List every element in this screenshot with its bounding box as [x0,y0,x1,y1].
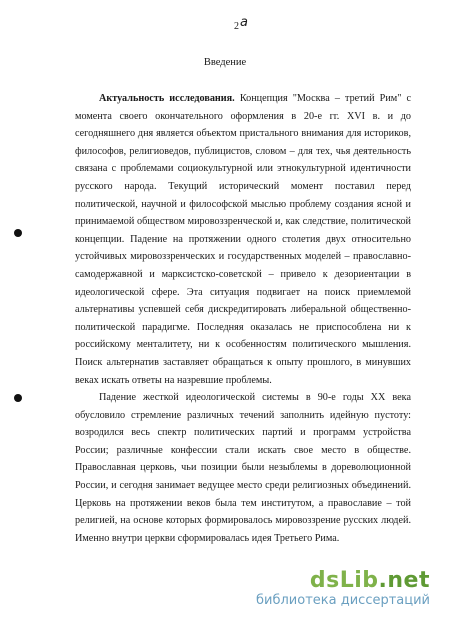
watermark-logo-name: dsLib [309,568,379,593]
paragraph-lead: Актуальность исследования. [99,93,235,104]
paragraph-ideology [75,389,411,547]
paragraph-relevance [75,90,411,389]
section-heading: Введение [203,57,247,68]
punch-hole-top [14,229,22,237]
body-text [75,90,411,547]
watermark-logo-domain: .net [378,568,430,593]
paragraph-text: Концепция "Москва – третий Рим" с момента своего окончательного оформления в 20-е гг. XVI в. и до сегодняшнего дня является объектом пристального внимания для историков, философов, религиоведов, публицистов, словом – для тех, чья деятельность связана с проблемами социокультурной или этнокультурной идентичности русского народа. Текущий исторический момент поставил перед политической, научной и философской мыслью проблему создания ясной и принимаемой обществом мировоззренческой и, как следствие, политической концепции. Падение на протяжении одного столетия двух относительно устойчивых мировоззренческих и государственных моделей – православно-самодержавной и марксистско-советской – привело к дезориентации в идеологической сфере. Эта ситуация подвигает на поиск приемлемой альтернативы успевшей себя дискредитировать либеральной общественно-политической парадигме. Последняя оказалась не приспособлена ни к российскому менталитету, ни к особенностям политического мышления. Поиск альтернатив заставляет обращаться к опыту прошлого, в минувших веках искать ответы на назревшие проблемы. [75,93,411,386]
punch-hole-bottom [14,394,22,402]
page-number [234,15,248,33]
watermark [256,569,430,609]
page-number-printed: 2 [234,21,239,32]
watermark-tagline: библиотека диссертаций [256,593,430,608]
watermark-logo [256,569,430,593]
page-number-handwritten: a [240,15,248,30]
paragraph-text: Падение жесткой идеологической системы в 90-е годы XX века обусловило стремление различных течений заполнить идейную пустоту: возродился весь спектр политических партий и программ устройства России; различные конфессии стали искать свое место в обществе. Православная церковь, чьи позиции были незыблемы в дореволюционной России, и сегодня занимает ведущее место среди религиозных объединений. Церковь на протяжении веков была тем институтом, а православие – той религией, на основе которых формировалось мировоззрение русских людей. Именно внутри церкви сформировалась идея Третьего Рима. [75,392,411,544]
